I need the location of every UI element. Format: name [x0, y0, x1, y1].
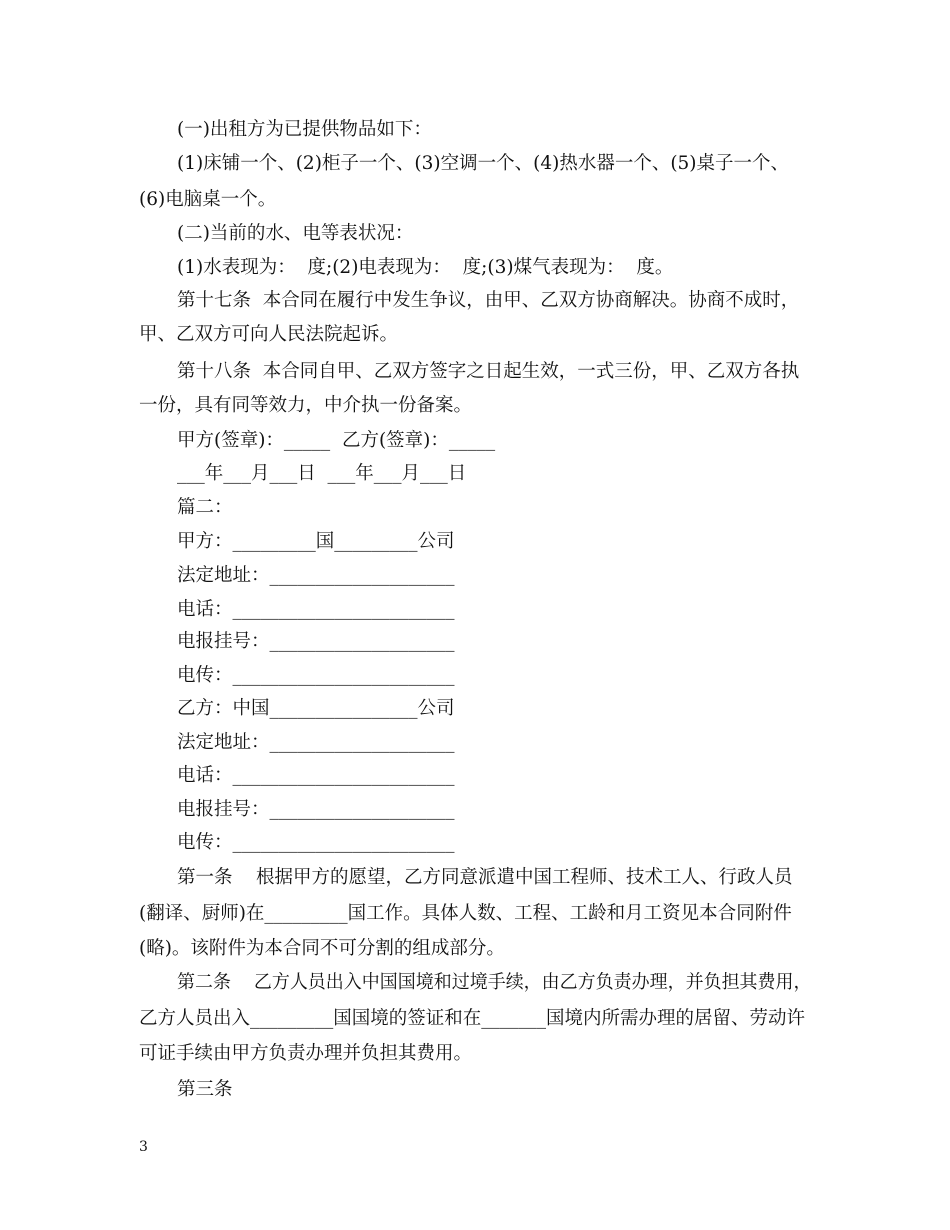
- text-line: 甲、乙双方可向人民法院起诉。: [139, 324, 399, 345]
- text-line: (一)出租方为已提供物品如下：: [177, 119, 432, 140]
- text-line: (1)床铺一个、(2)柜子一个、(3)空调一个、(4)热水器一个、(5)桌子一个、: [177, 153, 790, 174]
- text-line: 一份，具有同等效力，中介执一份备案。: [139, 395, 473, 416]
- text-line: 第二条 乙方人员出入中国国境和过境手续，由乙方负责办理，并负担其费用，: [177, 972, 812, 993]
- text-line: (翻译、厨师)在_________国工作。具体人数、工程、工龄和月工资见本合同附件: [139, 903, 792, 924]
- date-line: ___年___月___日 ___年___月___日: [177, 463, 467, 484]
- party-b-telegraph-field: 电报挂号：____________________: [177, 799, 455, 820]
- section-heading: 篇二：: [177, 497, 233, 518]
- text-line: (二)当前的水、电等表状况：: [177, 223, 414, 244]
- text-line: 第十七条 本合同在履行中发生争议，由甲、乙双方协商解决。协商不成时，: [177, 290, 800, 311]
- text-line: 可证手续由甲方负责办理并负担其费用。: [139, 1043, 473, 1064]
- signature-line: 甲方(签章)：_____ 乙方(签章)：_____: [177, 430, 496, 451]
- party-a-telegraph-field: 电报挂号：____________________: [177, 631, 455, 652]
- page-number: 3: [139, 1139, 148, 1155]
- text-line: (6)电脑桌一个。: [139, 189, 277, 210]
- party-b-phone-field: 电话：________________________: [177, 765, 455, 786]
- party-b-field: 乙方：中国________________公司: [177, 698, 455, 719]
- party-a-field: 甲方：_________国_________公司: [177, 531, 455, 552]
- party-b-telex-field: 电传：________________________: [177, 832, 455, 853]
- text-line: 乙方人员出入_________国国境的签证和在_______国境内所需办理的居留、劳动许: [139, 1008, 806, 1029]
- text-line: 第十八条 本合同自甲、乙双方签字之日起生效，一式三份，甲、乙双方各执: [177, 361, 800, 382]
- article-heading: 第三条: [177, 1079, 233, 1100]
- text-line: (1)水表现为： 度;(2)电表现为： 度;(3)煤气表现为： 度。: [177, 257, 674, 278]
- party-a-phone-field: 电话：________________________: [177, 599, 455, 620]
- party-a-address-field: 法定地址：____________________: [177, 565, 455, 586]
- party-a-telex-field: 电传：________________________: [177, 665, 455, 686]
- text-line: 第一条 根据甲方的愿望，乙方同意派遣中国工程师、技术工人、行政人员: [177, 867, 793, 888]
- text-line: (略)。该附件为本合同不可分割的组成部分。: [139, 938, 505, 959]
- party-b-address-field: 法定地址：____________________: [177, 732, 455, 753]
